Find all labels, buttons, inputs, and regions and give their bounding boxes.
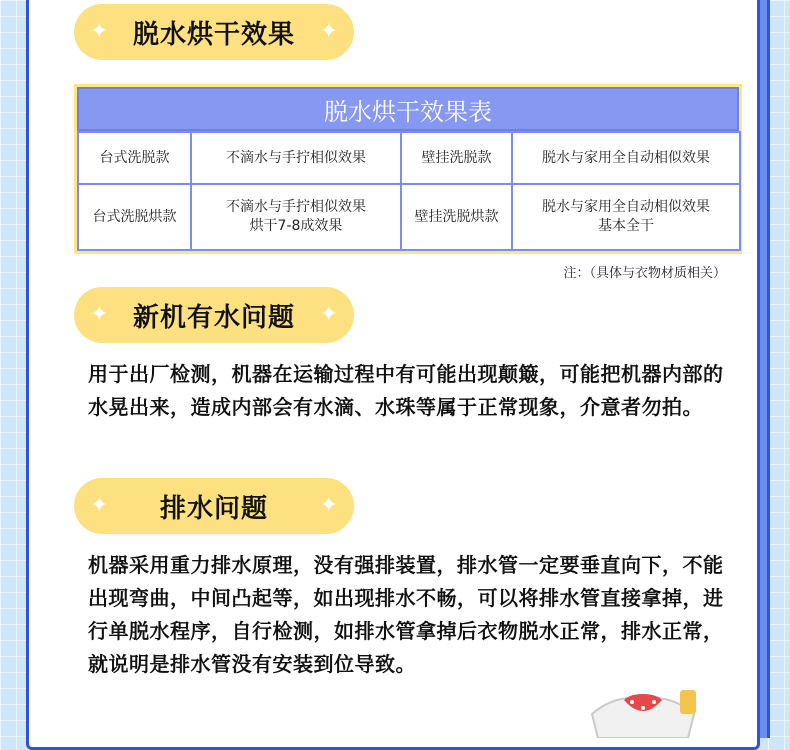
table-cell: 壁挂洗脱款 [401,132,512,184]
section-header-drain [74,478,354,534]
table-note: 注：（具体与衣物材质相关） [563,266,726,281]
table-row [78,184,740,250]
section-header-water [74,287,354,343]
sparkle-icon: ✦ [90,493,109,518]
table-cell: 壁挂洗脱烘款 [401,184,512,250]
table-cell: 台式洗脱烘款 [78,184,191,250]
shirt-illustration [588,688,698,738]
drain-paragraph: 机器采用重力排水原理，没有强排装置，排水管一定要垂直向下，不能出现弯曲，中间凸起等，如出现排水不畅，可以将排水管直接拿掉，进行单脱水程序，自行检测，如排水管拿掉后衣物脱水正常，排水正常，就说明是排水管没有安装到位导致。 [88,553,724,676]
water-paragraph: 用于出厂检测，机器在运输过程中有可能出现颠簸，可能把机器内部的水晃出来，造成内部会有水滴、水珠等属于正常现象，介意者勿拍。 [88,362,724,419]
section-header-dry [74,4,354,60]
sparkle-icon: ✦ [319,302,338,327]
table-cell: 脱水与家用全自动相似效果 基本全干 [512,184,740,250]
table-cell: 不滴水与手拧相似效果 [191,132,401,184]
table-cell: 台式洗脱款 [78,132,191,184]
table-cell: 不滴水与手拧相似效果 烘干7-8成效果 [191,184,401,250]
sparkle-icon: ✦ [90,302,109,327]
section-title: 排水问题 [159,493,268,524]
sparkle-icon: ✦ [319,493,338,518]
table-cell: 脱水与家用全自动相似效果 [512,132,740,184]
section-title: 脱水烘干效果 [132,19,295,50]
sparkle-icon: ✦ [90,19,109,44]
sparkle-icon: ✦ [319,19,338,44]
table-row [78,132,740,184]
table-title: 脱水烘干效果表 [324,97,492,126]
table-header [77,87,739,131]
effect-table [77,131,741,251]
dry-effect-table [74,84,742,254]
section-title: 新机有水问题 [132,302,295,333]
